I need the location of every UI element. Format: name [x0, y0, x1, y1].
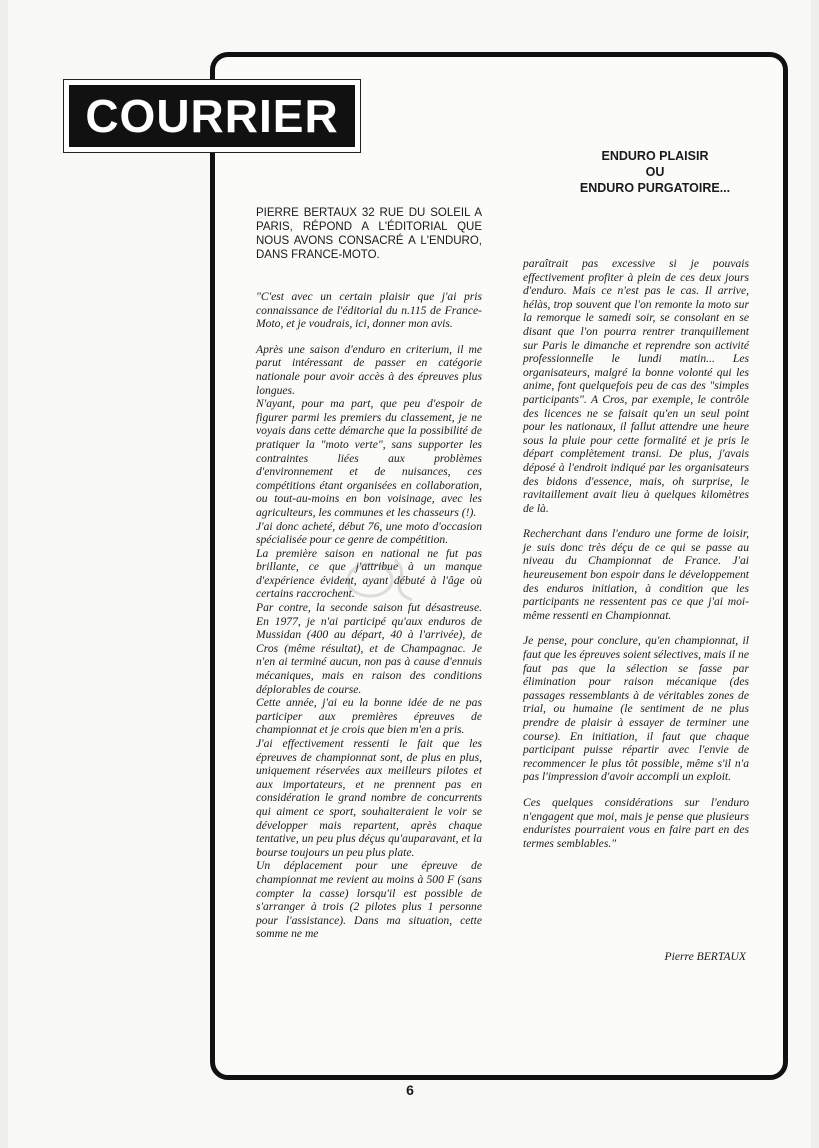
paragraph: Cette année, j'ai eu la bonne idée de ne pas participer aux premières épreuves de championnat et je crois que bien m'en a pris.	[256, 696, 482, 737]
paragraph: Ces quelques considérations sur l'enduro n'engagent que moi, mais je pense que plusieurs enduristes pourraient vous en faire part en des termes semblables."	[523, 795, 749, 850]
page-number: 6	[406, 1082, 414, 1098]
paragraph: J'ai effectivement ressenti le fait que les épreuves de championnat sont, de plus en plus, uniquement réservées aux meilleurs pilotes et aux importateurs, et ne prennent pas en considération le grand nombre de concurrents qui aiment ce sport, souhaiteraient le voir se développer mais repartent, après chaque tentative, un peu plus déçus qu'auparavant, et la bourse toujours un peu plus plate.	[256, 737, 482, 859]
article-intro: PIERRE BERTAUX 32 RUE DU SOLEIL A PARIS, RÉPOND A L'ÉDITORIAL QUE NOUS AVONS CONSACRÉ A L'ENDURO, DANS FRANCE-MOTO.	[256, 207, 482, 261]
right-column	[523, 257, 749, 850]
headline-line-1: ENDURO PLAISIR	[601, 149, 709, 163]
author-signature: Pierre BERTAUX	[664, 950, 746, 963]
headline-line-2: OU	[645, 165, 665, 179]
paragraph: J'ai donc acheté, début 76, une moto d'occasion spécialisée pour ce genre de compétition.	[256, 519, 482, 547]
paragraph: Un déplacement pour une épreuve de championnat me revient au moins à 500 F (sans compter la casse) lorsqu'il est possible de s'arranger à trois (2 pilotes plus 1 personne pour l'assistance). Dans ma situation, cette somme ne me	[256, 859, 482, 941]
headline-line-3: ENDURO PURGATOIRE...	[579, 181, 731, 195]
paragraph: "C'est avec un certain plaisir que j'ai pris connaissance de l'éditorial du n.115 de France-Moto, et je voudrais, ici, donner mon avis.	[256, 290, 482, 331]
paragraph: N'ayant, pour ma part, que peu d'espoir de figurer parmi les premiers du classement, je ne voyais dans cette démarche que la possibilité de pratiquer la "moto verte", sans supporter les contraintes liées aux problèmes d'environnement et de nuisances, ces compétitions étant organisées en collaboration, ou tout-au-moins en bon voisinage, avec les agriculteurs, les communes et les chasseurs (!).	[256, 397, 482, 519]
paragraph: Recherchant dans l'enduro une forme de loisir, je suis donc très déçu de ce qui se passe au niveau du Championnat de France. J'ai heureusement bon espoir dans le développement des enduros initiation, à condition que les participants ne ressentent pas ce que j'ai moi-même ressenti en Championnat.	[523, 527, 749, 622]
paragraph: La première saison en national ne fut pas brillante, ce que j'attribue à un manque d'expérience évident, ayant débuté à l'âge où certains raccrochent.	[256, 546, 482, 601]
paragraph: paraîtrait pas excessive si je pouvais effectivement profiter à plein de ces deux jours d'enduro. Mais ce n'est pas le cas. Il arrive, hélàs, trop souvent que l'on remonte la moto sur la remorque le samedi soir, se consolant en se disant que l'on pourra rentrer tranquillement sur Paris le dimanche et reprendre son activité professionnelle le lundi matin... Les organisateurs, malgré la bonne volonté qui les anime, font quelquefois peu de cas des "simples participants". A Cros, par exemple, le contrôle des licences ne se faisait qu'en un seul point pour les nationaux, il fallut attendre une heure sous la pluie pour cette formalité et je pris le départ complètement transi. De plus, j'avais déposé à l'endroit indiqué par les organisateurs des bidons d'essence, mais, oh surprise, le ravitaillement avait lieu à quelques kilomètres de là.	[523, 257, 749, 515]
paragraph: Après une saison d'enduro en criterium, il me parut intéressant de passer en catégorie nationale pour avoir accès à des épreuves plus longues.	[256, 342, 482, 397]
article-headline	[560, 148, 750, 196]
section-masthead	[63, 79, 361, 153]
left-column	[256, 290, 482, 941]
paragraph: Par contre, la seconde saison fut désastreuse. En 1977, je n'ai participé qu'aux enduros de Mussidan (400 au départ, 40 à l'arrivée), de Cros (même résultat), et de Champagnac. Je n'en ai terminé aucun, non pas à cause d'ennuis mécaniques, mais en raison des conditions déplorables de course.	[256, 601, 482, 696]
masthead-title: COURRIER	[85, 90, 339, 142]
masthead-banner	[69, 85, 355, 147]
paragraph: Je pense, pour conclure, qu'en championnat, il faut que les épreuves soient sélectives, mais il ne faut pas que la sélection se fasse par élimination pour raison mécanique (des passages ressemblants à de véritables zones de trial, ou humaine (le sentiment de ne plus prendre de plaisir à essayer de terminer une course). En initiation, il faut que chaque participant puisse répartir avec l'envie de recommencer le plus tôt possible, même s'il n'a pas l'impression d'avoir accompli un exploit.	[523, 634, 749, 784]
